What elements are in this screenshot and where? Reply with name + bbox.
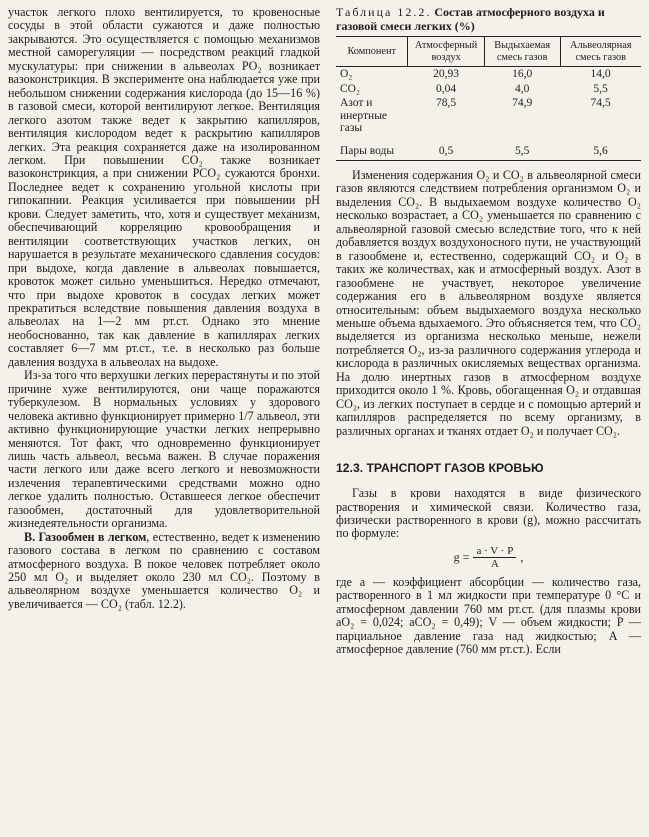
- formula-denominator: A: [490, 557, 499, 570]
- table-row: [336, 82, 641, 97]
- gas-composition-table: [336, 36, 641, 161]
- table-caption: [336, 6, 641, 33]
- right-paragraph-3: где a — коэффициент абсорбции — количество газа, растворенного в 1 мл жидкости при температуре 0 °С и атмосферном давлении 760 мм рт.ст. (для плазмы крови aO₂ = 0,024; aCO₂ = 0,49); V — объем жидкости; P — парциальное давление газа над жидкостью; A — атмосферное давление (760 мм рт.ст.). Если: [336, 574, 641, 657]
- table-cell: O₂: [340, 68, 353, 80]
- formula-end: ,: [520, 549, 524, 564]
- right-paragraph-2: Газы в крови находятся в виде физического растворения и химической связи. Количество газа, физически растворенного в крови (g), можно рассчитать по формуле:: [336, 486, 641, 541]
- table-cell: 74,9: [512, 97, 533, 109]
- table-caption-label: Таблица 12.2.: [336, 5, 432, 19]
- table-cell: 0,04: [436, 82, 457, 95]
- formula-lhs: g =: [453, 549, 470, 564]
- table-row: [336, 67, 641, 82]
- table-header-cell: Компонент: [336, 37, 408, 67]
- left-paragraph-1: участок легкого плохо вентилируется, то кровеносные сосуды в этой области сужаются и даже полностью закрываются. Это осуществляется с помощью механизмов местной саморегуляции — посредством реакций гладкой мускулатуры: при снижении в альвеолах PO₂ возникает вазоконстрикция. В эксперименте она наблюдается уже при небольшом снижении содержания кислорода (до 15—16 %) в газовой смеси, которой вентилируют легкое. Вентиляция легкого азотом также ведет к закрытию капилляров, вентиляция кислородом ведет к раскрытию капилляров легких. Эта реакция сохраняется даже на изолированном легком. При повышении CO₂ также возникает вазоконстрикция, а при снижении PCO₂ сужаются бронхи. Последнее ведет к сохранению угольной кислоты при гипокапнии. Реакция усиливается при повышении pH крови. Следует заметить, что, хотя и существует механизм, обеспечивающий корреляцию кровообращения и вентиляции соответствующих участков легких, он нарушается в результате механического сдавления сосудов: при выдохе, когда давление в альвеолах повышается, кровоток может сильно уменьшиться. Нередко отмечают, что при выдохе кровоток в сосудах легких может прекратиться вследствие повышения давления воздуха в альвеолах на 1—2 мм рт.ст. Однако это мнение необоснованно, так как давление в капиллярах легких составляет 6—7 мм рт.ст., т.е. в несколько раз больше давления воздуха в альвеолах на выдохе.: [8, 5, 320, 369]
- table-cell: 16,0: [512, 68, 533, 80]
- table-header-row: [336, 37, 641, 67]
- table-header-cell: Атмосферный воздух: [408, 37, 484, 67]
- table-cell: CO₂: [340, 82, 360, 95]
- table-cell: 14,0: [590, 68, 611, 80]
- table-header-cell: Альвеолярная смесь газов: [560, 37, 641, 67]
- table-cell: 78,5: [436, 97, 457, 109]
- left-paragraph-3-text: , естественно, ведет к изменению газового состава в легком по сравнению с составом атмосферного воздуха. В покое человек потребляет около 250 мл O₂ и выделяет около 230 мл CO₂. Поэтому в альвеолярном воздухе уменьшается количество O₂ и увеличивается — CO₂ (табл. 12.2).: [8, 529, 320, 611]
- table-cell: Пары воды: [336, 136, 408, 161]
- left-paragraph-3: [8, 531, 320, 612]
- formula: [336, 545, 641, 570]
- table-caption-title: Состав атмосферного воздуха и газовой смеси легких (%): [336, 5, 605, 33]
- section-title: 12.3. ТРАНСПОРТ ГАЗОВ КРОВЬЮ: [336, 461, 544, 476]
- subsection-heading: В. Газообмен в легком: [24, 529, 147, 544]
- table-cell: 20,93: [433, 68, 460, 80]
- table-cell: Азот и инертные газы: [340, 97, 388, 134]
- left-column: [8, 6, 320, 611]
- table-cell: 0,5: [408, 136, 484, 161]
- table-row: [336, 96, 641, 136]
- table-cell: 5,6: [560, 136, 641, 161]
- left-paragraph-2: Из-за того что верхушки легких перерастянуты и по этой причине хуже вентилируются, они чаще поражаются туберкулезом. В нормальных условиях у здорового человека активно функционирует примерно 1/7 альвеол, эти активно функционирующие участки легких непрерывно меняются. Тот факт, что одновременно функционирует лишь часть альвеол, весьма важен. В случае поражения части легкого или даже всего легкого и невозможности излечения терапевтическими средствами можно одно легкое удалить полностью. Оставшееся легкое обеспечит газообмен, достаточный для удовлетворительной жизнедеятельности организма.: [8, 368, 320, 531]
- table-cell: 4,0: [514, 82, 530, 95]
- table-row: [336, 136, 641, 161]
- table-cell: 5,5: [484, 136, 560, 161]
- right-paragraph-1: Изменения содержания O₂ и CO₂ в альвеолярной смеси газов являются следствием потребления организмом O₂ и выделения CO₂. В выдыхаемом воздухе количество O₂ несколько возрастает, а CO₂ уменьшается по сравнению с альвеолярной газовой смесью вследствие того, что к ней добавляется воздух воздухоносного пути, не участвующий в газообмене и, естественно, содержащий CO₂ и O₂ в таких же количествах, как и атмосферный воздух. Азот в газообмене не участвует, некоторое увеличение содержания его в альвеолярном воздухе является относительным: объем выдыхаемого воздуха несколько меньше объема вдыхаемого. Это объясняется тем, что CO₂ выделяется из организма несколько меньше, нежели потребляется O₂, из-за различного содержания углерода и кислорода в различных окисляемых веществах организма. На долю инертных газов в атмосферном воздухе приходится около 1 %. Кровь, обогащенная O₂ и отдавшая CO₂, из легких поступает в сердце и с помощью артерий и капилляров распределяется по всему организму, в различных органах и тканях отдает O₂ и получает CO₂.: [336, 168, 641, 438]
- table-cell: 74,5: [590, 97, 611, 109]
- table-cell: 5,5: [593, 82, 608, 95]
- formula-fraction: [473, 545, 516, 570]
- table-header-cell: Выдыхаемая смесь газов: [484, 37, 560, 67]
- right-column: [336, 6, 641, 657]
- formula-numerator: a · V · P: [473, 545, 516, 558]
